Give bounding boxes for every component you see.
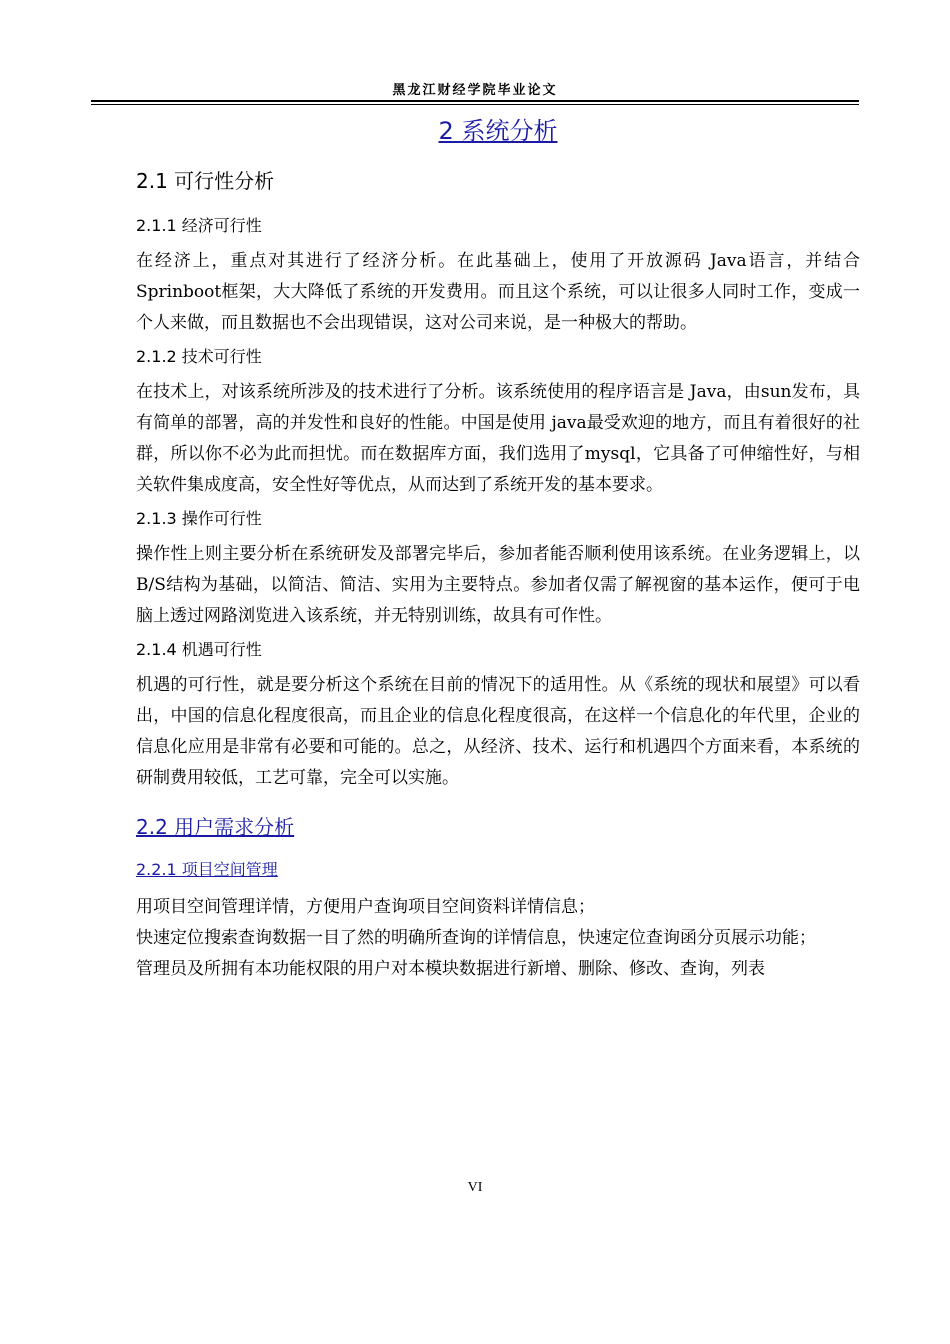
section-heading-user-requirements-link[interactable]: 2.2 用户需求分析: [136, 815, 295, 839]
running-header-title: 黑龙江财经学院毕业论文: [392, 83, 558, 98]
paragraph-operational: 操作性上则主要分析在系统研发及部署完毕后，参加者能否顺利使用该系统。在业务逻辑上，以 B/S结构为基础，以简洁、简洁、实用为主要特点。参加者仅需了解视窗的基本运作，便可于电脑上透过网路浏览进入该系统，并无特别训练，故具有可作性。: [136, 544, 860, 626]
paragraph-opportunity: 机遇的可行性，就是要分析这个系统在目前的情况下的适用性。从《系统的现状和展望》可以看出，中国的信息化程度很高，而且企业的信息化程度很高，在这样一个信息化的年代里，企业的信息化应用是非常有必要和可能的。总之，从经济、技术、运行和机遇四个方面来看，本系统的研制费用较低，工艺可靠，完全可以实施。: [136, 675, 860, 788]
section-heading-feasibility: 2.1 可行性分析: [136, 169, 275, 193]
page-number: VI: [467, 1180, 483, 1195]
paragraph-technical: 在技术上，对该系统所涉及的技术进行了分析。该系统使用的程序语言是 Java，由sun发布，具有简单的部署，高的并发性和良好的性能。中国是使用 java最受欢迎的地方，而且有着很好的社群，所以你不必为此而担忧。而在数据库方面，我们选用了mysql，它具备了可伸缩性好，与相关软件集成度高，安全性好等优点，从而达到了系统开发的基本要求。: [136, 382, 860, 495]
subsection-heading-opportunity: 2.1.4 机遇可行性: [136, 640, 262, 659]
page-content: [136, 112, 860, 985]
subsection-heading-economic: 2.1.1 经济可行性: [136, 216, 262, 235]
subsection-heading-project-space-link[interactable]: 2.2.1 项目空间管理: [136, 860, 278, 879]
paragraph-project-space-line-3: 管理员及所拥有本功能权限的用户对本模块数据进行新增、删除、修改、查询，列表: [136, 959, 765, 979]
paragraph-project-space-line-1: 用项目空间管理详情，方便用户查询项目空间资料详情信息；: [136, 897, 595, 917]
header-rule-thin: [91, 104, 859, 105]
paragraph-economic: 在经济上，重点对其进行了经济分析。在此基础上，使用了开放源码 Java语言，并结合 Sprinboot框架，大大降低了系统的开发费用。而且这个系统，可以让很多人同时工作，变成一个人来做，而且数据也不会出现错误，这对公司来说，是一种极大的帮助。: [136, 251, 860, 333]
paragraph-project-space-line-2: 快速定位搜索查询数据一目了然的明确所查询的详情信息，快速定位查询函分页展示功能；: [136, 928, 816, 948]
subsection-heading-operational: 2.1.3 操作可行性: [136, 509, 262, 528]
chapter-title-link[interactable]: 2 系统分析: [438, 117, 558, 145]
header-rule-thick: [91, 100, 859, 102]
subsection-heading-technical: 2.1.2 技术可行性: [136, 347, 262, 366]
